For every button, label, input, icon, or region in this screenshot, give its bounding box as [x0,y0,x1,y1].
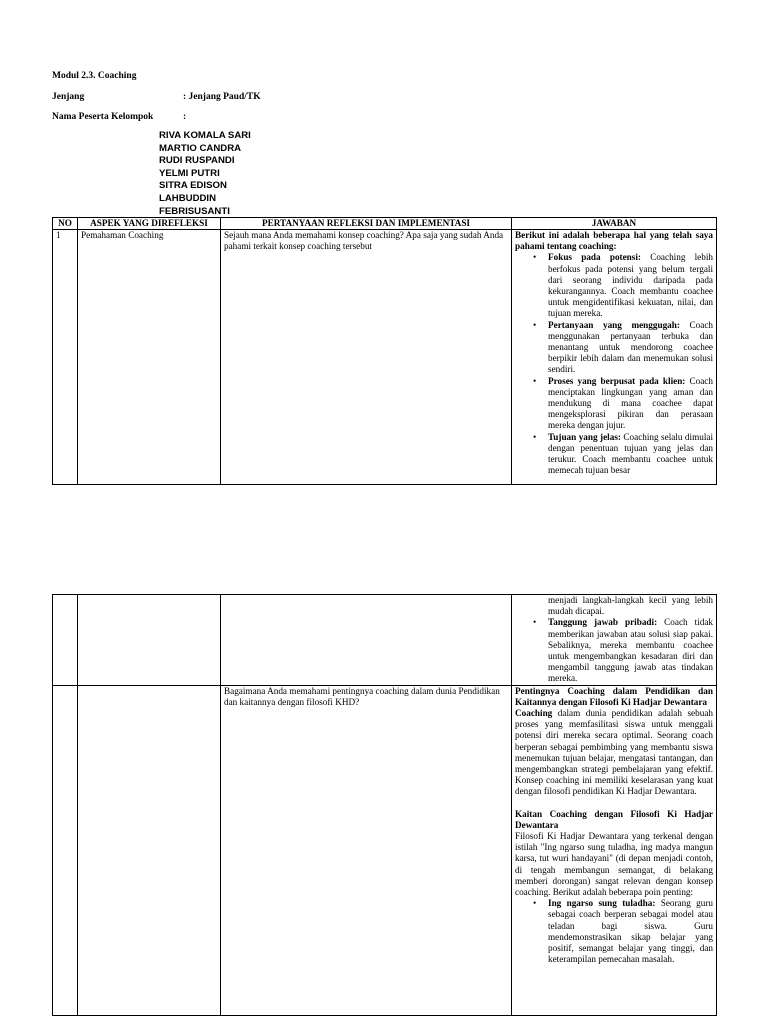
cell-answer [512,685,717,1015]
header-aspect: ASPEK YANG DIREFLEKSI [78,218,221,230]
reflection-table-page2 [52,594,717,1016]
member-name: SITRA EDISON [159,180,227,192]
answer-title: Pentingnya Coaching dalam Pendidikan dan Kaitannya dengan Filosofi Ki Hadjar Dewantara [515,685,713,707]
cell-question: Bagaimana Anda memahami pentingnya coaching dalam dunia Pendidikan dan kaitannya dengan filosofi KHD? [221,685,512,1015]
group-label: Nama Peserta Kelompok [52,112,154,122]
list-item: • Proses yang berpusat pada klien: Coach menciptakan lingkungan yang aman dan mendukung di mana coachee dapat mengeksplorasi pikiran dan perasaan mereka dengan jujur. [548,376,713,432]
cell-no: 1 [53,230,78,485]
list-item: • Tanggung jawab pribadi: Coach tidak memberikan jawaban atau solusi siap pakai. Sebaliknya, mereka membantu coachee untuk mengembangkan kesadaran diri dan mengambil tanggung jawab atas tindakan mereka. [548,617,713,684]
member-list [159,130,251,218]
table-row [53,685,717,1015]
member-name: RIVA KOMALA SARI [159,130,251,141]
answer-paragraph: Filosofi Ki Hadjar Dewantara yang terkenal dengan istilah "Ing ngarso sung tuladha, ing madya mangun karsa, tut wuri handayani" (di depan menjadi contoh, di tengah membangun semangat, di belakang memberi dorongan) sangat relevan dengan konsep coaching. Berikut adalah beberapa poin penting: [515,831,713,898]
member-name: RUDI RUSPANDI [159,155,235,167]
list-item: • Fokus pada potensi: Coaching lebih berfokus pada potensi yang belum tergali dari seorang individu daripada pada kekurangannya. Coach membantu coachee untuk mengidentifikasi kekuatan, nilai, dan tujuan mereka. [548,252,713,319]
level-value: : Jenjang Paud/TK [183,92,261,102]
module-title: Modul 2.3. Coaching [52,71,137,81]
answer-tail: menjadi langkah-langkah kecil yang lebih mudah dicapai. [548,595,713,617]
answer-paragraph: Coaching dalam dunia pendidikan adalah sebuah proses yang memfasilitasi siswa untuk menggali potensi diri mereka secara optimal. Seorang coach berperan sebagai pembimbing yang membantu siswa menemukan tujuan belajar, mengatasi tantangan, dan mengembangkan strategi pembelajaran yang efektif. Konsep coaching ini memiliki keselarasan yang kuat dengan filosofi pendidikan Ki Hadjar Dewantara. [515,708,713,797]
list-item: • Ing ngarso sung tuladha: Seorang guru sebagai coach berperan sebagai model atau teladan bagi siswa. Guru mendemonstrasikan sikap belajar yang positif, semangat belajar yang tinggi, dan keterampilan pemecahan masalah. [548,898,713,965]
cell-aspect: Pemahaman Coaching [78,230,221,485]
answer-list [515,252,713,476]
member-name: YELMI PUTRI [159,167,220,179]
member-name: MARTIO CANDRA [159,142,242,154]
level-label: Jenjang [52,92,85,102]
answer-list [515,898,713,965]
group-colon: : [183,112,187,122]
table-header-row [53,218,717,230]
answer-title: Kaitan Coaching dengan Filosofi Ki Hadjar Dewantara [515,808,713,830]
table-row [53,595,717,686]
list-item: • Tujuan yang jelas: Coaching selalu dimulai dengan penentuan tujuan yang jelas dan terukur. Coach membantu coachee untuk memecah tujuan besar [548,432,713,477]
header-no: NO [53,218,78,230]
answer-intro: Berikut ini adalah beberapa hal yang telah saya pahami tentang coaching: [515,230,713,252]
cell-question: Sejauh mana Anda memahami konsep coaching? Apa saja yang sudah Anda pahami terkait konsep coaching tersebut [221,230,512,485]
member-name: LAHBUDDIN [159,192,217,204]
list-item: • Pertanyaan yang menggugah: Coach menggunakan pertanyaan terbuka dan menantang untuk mendorong coachee berpikir lebih dalam dan menemukan solusi sendiri. [548,320,713,376]
member-name: FEBRISUSANTI [159,205,230,217]
header-answer: JAWABAN [512,218,717,230]
header-question: PERTANYAAN REFLEKSI DAN IMPLEMENTASI [221,218,512,230]
reflection-table-page1 [52,217,717,485]
cell-answer-continued [512,595,717,686]
table-row [53,230,717,485]
cell-answer [512,230,717,485]
answer-list [515,617,713,684]
